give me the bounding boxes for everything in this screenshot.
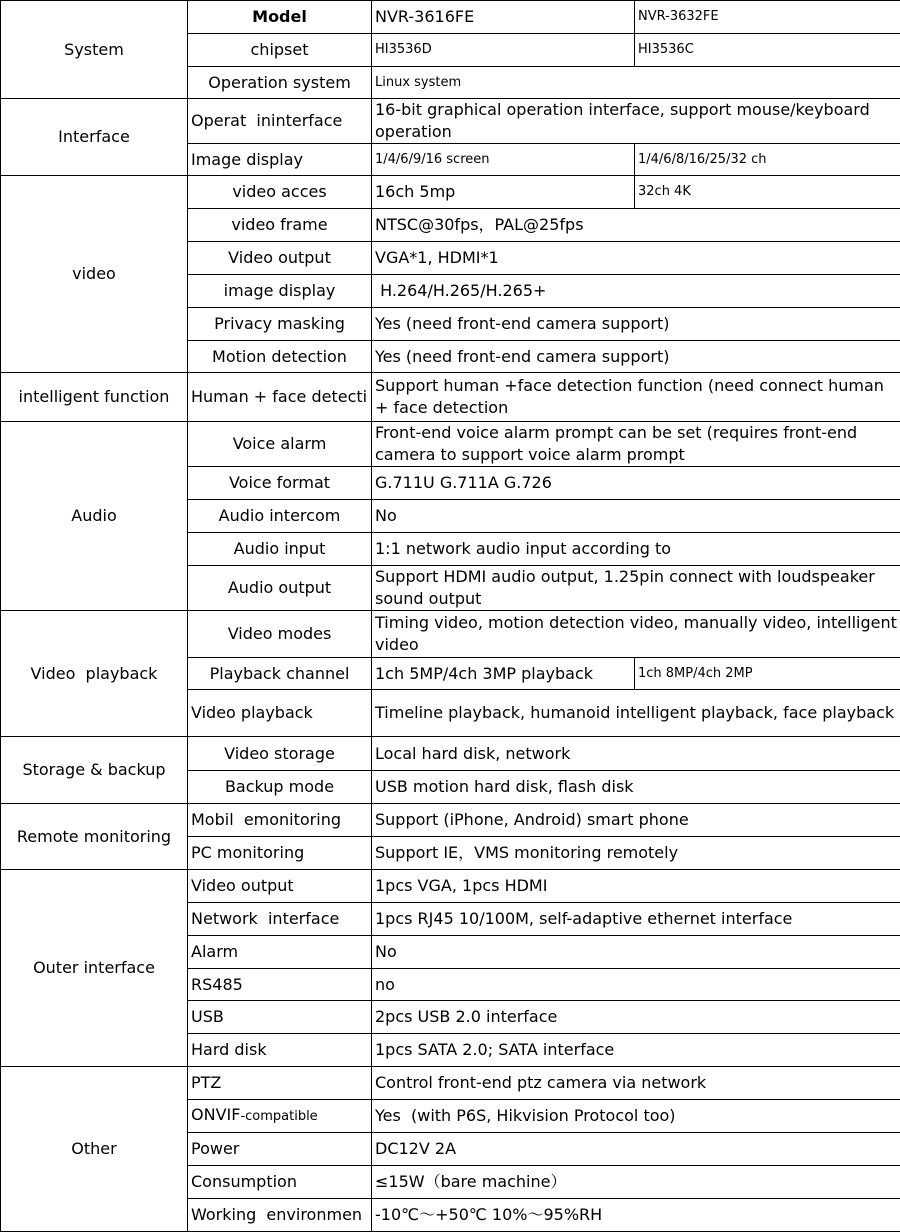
pc-monitoring-label: PC monitoring bbox=[188, 837, 372, 870]
category-outer-interface: Outer interface bbox=[1, 870, 188, 1067]
table-row bbox=[1, 737, 900, 771]
human-face-value: Support human +face detection function (need connect human + face detection bbox=[372, 373, 900, 422]
os-value: Linux system bbox=[372, 67, 900, 99]
video-access-value-a: 16ch 5mp bbox=[372, 176, 635, 209]
video-modes-value: Timing video, motion detection video, manually video, intelligent video bbox=[372, 611, 900, 658]
voice-format-value: G.711U G.711A G.726 bbox=[372, 467, 900, 500]
op-interface-value: 16-bit graphical operation interface, support mouse/keyboard operation bbox=[372, 99, 900, 144]
hard-disk-value: 1pcs SATA 2.0; SATA interface bbox=[372, 1034, 900, 1067]
category-audio: Audio bbox=[1, 422, 188, 611]
audio-output-label: Audio output bbox=[188, 566, 372, 611]
mobile-monitoring-value: Support (iPhone, Android) smart phone bbox=[372, 804, 900, 837]
category-video-playback: Video playback bbox=[1, 611, 188, 737]
chipset-value-b: HI3536C bbox=[635, 34, 900, 67]
usb-label: USB bbox=[188, 1001, 372, 1034]
chipset-label: chipset bbox=[188, 34, 372, 67]
network-interface-label: Network interface bbox=[188, 903, 372, 936]
playback-channel-value-a: 1ch 5MP/4ch 3MP playback bbox=[372, 658, 635, 690]
video-storage-label: Video storage bbox=[188, 737, 372, 771]
hard-disk-label: Hard disk bbox=[188, 1034, 372, 1067]
table-row bbox=[1, 870, 900, 903]
playback-channel-label: Playback channel bbox=[188, 658, 372, 690]
video-output-value: VGA*1, HDMI*1 bbox=[372, 242, 900, 275]
video-playback-value: Timeline playback, humanoid intelligent playback, face playback bbox=[372, 690, 900, 737]
working-environment-label: Working environmen bbox=[188, 1199, 372, 1232]
audio-input-value: 1:1 network audio input according to bbox=[372, 533, 900, 566]
outer-video-output-label: Video output bbox=[188, 870, 372, 903]
video-storage-value: Local hard disk, network bbox=[372, 737, 900, 771]
motion-detection-value: Yes (need front-end camera support) bbox=[372, 341, 900, 373]
category-system: System bbox=[1, 1, 188, 99]
image-display-value-a: 1/4/6/9/16 screen bbox=[372, 144, 635, 176]
table-row bbox=[1, 611, 900, 658]
video-image-display-value: H.264/H.265/H.265+ bbox=[372, 275, 900, 308]
onvif-label bbox=[188, 1100, 372, 1133]
table-row bbox=[1, 176, 900, 209]
ptz-value: Control front-end ptz camera via network bbox=[372, 1067, 900, 1100]
voice-alarm-label: Voice alarm bbox=[188, 422, 372, 467]
voice-format-label: Voice format bbox=[188, 467, 372, 500]
chipset-value-a: HI3536D bbox=[372, 34, 635, 67]
playback-channel-value-b: 1ch 8MP/4ch 2MP bbox=[635, 658, 900, 690]
consumption-value: ≤15W（bare machine） bbox=[372, 1166, 900, 1199]
alarm-label: Alarm bbox=[188, 936, 372, 969]
onvif-label-suffix: -compatible bbox=[240, 1109, 317, 1124]
os-label: Operation system bbox=[188, 67, 372, 99]
rs485-value: no bbox=[372, 969, 900, 1001]
outer-video-output-value: 1pcs VGA, 1pcs HDMI bbox=[372, 870, 900, 903]
onvif-value: Yes (with P6S, Hikvision Protocol too) bbox=[372, 1100, 900, 1133]
privacy-masking-value: Yes (need front-end camera support) bbox=[372, 308, 900, 341]
category-intelligent: intelligent function bbox=[1, 373, 188, 422]
mobile-monitoring-label: Mobil emonitoring bbox=[188, 804, 372, 837]
video-access-value-b: 32ch 4K bbox=[635, 176, 900, 209]
usb-value: 2pcs USB 2.0 interface bbox=[372, 1001, 900, 1034]
table-row bbox=[1, 99, 900, 144]
audio-input-label: Audio input bbox=[188, 533, 372, 566]
table-row bbox=[1, 1, 900, 34]
onvif-label-main: ONVIF bbox=[191, 1105, 240, 1124]
working-environment-value: -10℃～+50℃ 10%～95%RH bbox=[372, 1199, 900, 1232]
video-frame-label: video frame bbox=[188, 209, 372, 242]
category-video: video bbox=[1, 176, 188, 373]
category-interface: Interface bbox=[1, 99, 188, 176]
voice-alarm-value: Front-end voice alarm prompt can be set (requires front-end camera to support voice alarm prompt bbox=[372, 422, 900, 467]
pc-monitoring-value: Support IE，VMS monitoring remotely bbox=[372, 837, 900, 870]
consumption-label: Consumption bbox=[188, 1166, 372, 1199]
ptz-label: PTZ bbox=[188, 1067, 372, 1100]
table-row bbox=[1, 422, 900, 467]
power-value: DC12V 2A bbox=[372, 1133, 900, 1166]
motion-detection-label: Motion detection bbox=[188, 341, 372, 373]
table-row bbox=[1, 1067, 900, 1100]
human-face-label: Human + face detecti bbox=[188, 373, 372, 422]
video-frame-value: NTSC@30fps，PAL@25fps bbox=[372, 209, 900, 242]
power-label: Power bbox=[188, 1133, 372, 1166]
alarm-value: No bbox=[372, 936, 900, 969]
privacy-masking-label: Privacy masking bbox=[188, 308, 372, 341]
audio-intercom-value: No bbox=[372, 500, 900, 533]
backup-mode-value: USB motion hard disk, flash disk bbox=[372, 771, 900, 804]
video-playback-label: Video playback bbox=[188, 690, 372, 737]
video-access-label: video acces bbox=[188, 176, 372, 209]
category-storage: Storage & backup bbox=[1, 737, 188, 804]
video-modes-label: Video modes bbox=[188, 611, 372, 658]
video-image-display-label: image display bbox=[188, 275, 372, 308]
image-display-value-b: 1/4/6/8/16/25/32 ch bbox=[635, 144, 900, 176]
audio-output-value: Support HDMI audio output, 1.25pin connect with loudspeaker sound output bbox=[372, 566, 900, 611]
table-row bbox=[1, 373, 900, 422]
rs485-label: RS485 bbox=[188, 969, 372, 1001]
video-output-label: Video output bbox=[188, 242, 372, 275]
op-interface-label: Operat ininterface bbox=[188, 99, 372, 144]
audio-intercom-label: Audio intercom bbox=[188, 500, 372, 533]
model-value-a: NVR-3616FE bbox=[372, 1, 635, 34]
model-value-b: NVR-3632FE bbox=[635, 1, 900, 34]
model-label: Model bbox=[188, 1, 372, 34]
image-display-label: Image display bbox=[188, 144, 372, 176]
category-remote: Remote monitoring bbox=[1, 804, 188, 870]
network-interface-value: 1pcs RJ45 10/100M, self-adaptive ethernet interface bbox=[372, 903, 900, 936]
table-row bbox=[1, 804, 900, 837]
category-other: Other bbox=[1, 1067, 188, 1232]
backup-mode-label: Backup mode bbox=[188, 771, 372, 804]
